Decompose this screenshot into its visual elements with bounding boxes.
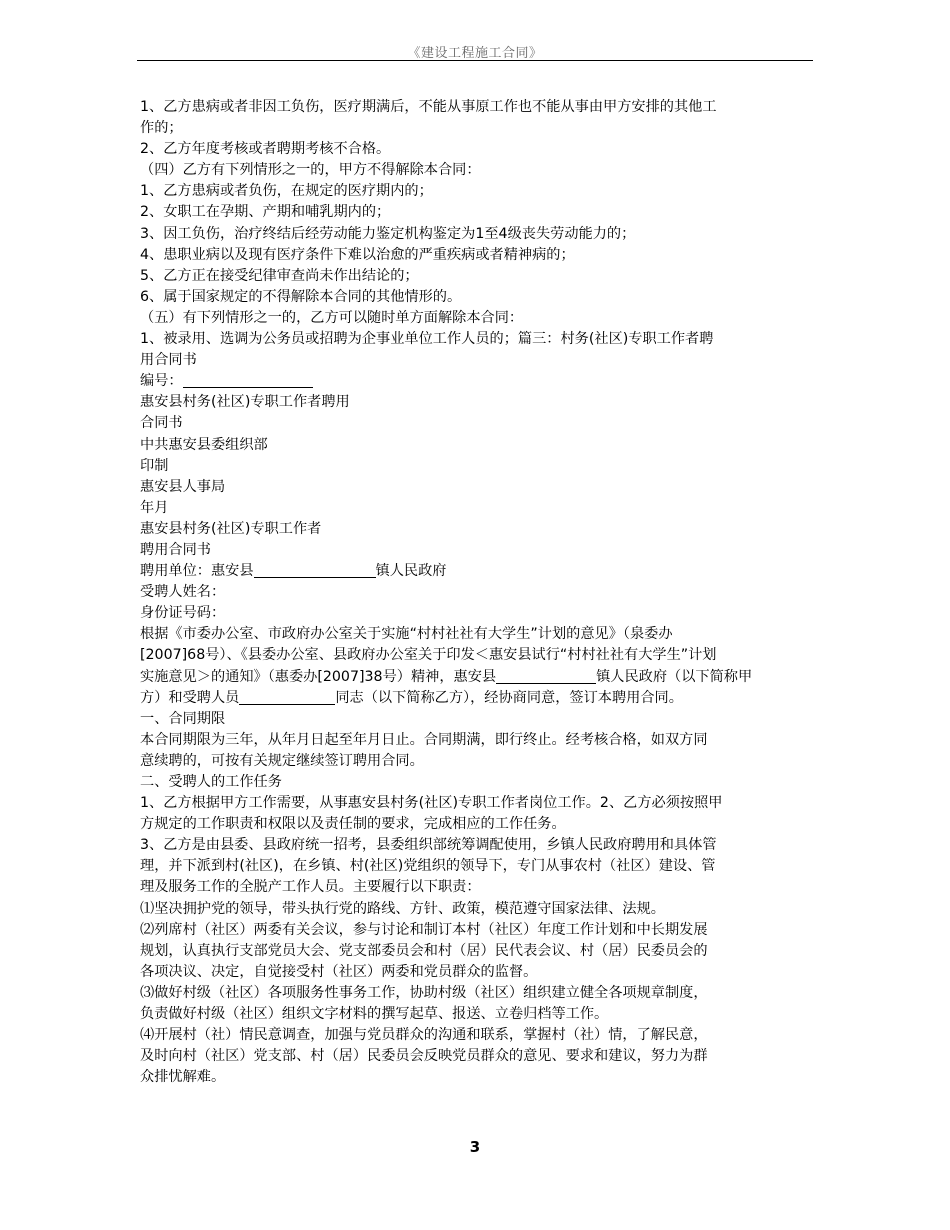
text-line — [140, 962, 812, 983]
text-line — [140, 582, 812, 603]
line-text-after-blank: 镇人民政府 — [375, 563, 447, 580]
text-line — [140, 329, 812, 350]
fill-in-blank — [254, 561, 376, 578]
line-text: ⑷开展村（社）情民意调查，加强与党员群众的沟通和联系，掌握村（社）情，了解民意， — [140, 1027, 708, 1044]
line-text: 3、因工负伤，治疗终结后经劳动能力鉴定机构鉴定为1至4级丧失劳动能力的； — [140, 225, 636, 242]
line-text: 6、属于国家规定的不得解除本合同的其他情形的。 — [140, 288, 462, 305]
text-line — [140, 877, 812, 898]
text-line — [140, 941, 812, 962]
text-line — [140, 139, 812, 160]
text-line — [140, 519, 812, 540]
line-text: 年月 — [140, 499, 169, 516]
text-line — [140, 1025, 812, 1046]
text-line — [140, 435, 812, 456]
line-text-after-blank: 同志（以下简称乙方），经协商同意，签订本聘用合同。 — [335, 689, 683, 706]
line-text: 方）和受聘人员 — [140, 689, 240, 706]
line-text: 理及服务工作的全脱产工作人员。主要履行以下职责： — [140, 879, 481, 896]
line-text: 二、受聘人的工作任务 — [140, 774, 282, 790]
text-line — [140, 793, 812, 814]
text-line — [140, 835, 812, 856]
text-line — [140, 603, 812, 624]
line-text: 根据《市委办公室、市政府办公室关于实施“村村社社有大学生”计划的意见》（泉委办 — [140, 626, 673, 643]
text-line — [140, 540, 812, 561]
text-line — [140, 97, 812, 118]
text-line — [140, 751, 812, 772]
running-header: 《建设工程施工合同》 — [407, 46, 543, 61]
text-line — [140, 688, 812, 709]
text-line — [140, 899, 812, 920]
text-line — [140, 624, 812, 645]
line-text: 聘用合同书 — [140, 541, 211, 558]
text-line — [140, 772, 812, 793]
text-line — [140, 1067, 812, 1088]
line-text: 一、合同期限 — [140, 710, 226, 727]
text-line — [140, 477, 812, 498]
text-line — [140, 413, 812, 434]
line-text: 2、乙方年度考核或者聘期考核不合格。 — [140, 141, 391, 158]
text-line — [140, 814, 812, 835]
text-line — [140, 667, 812, 688]
line-text: 意续聘的，可按有关规定继续签订聘用合同。 — [140, 752, 424, 769]
page-number: 3 — [469, 1138, 481, 1156]
line-text: ⑶做好村级（社区）各项服务性事务工作，协助村级（社区）组织建立健全各项规章制度， — [140, 984, 708, 1001]
line-text: 2、女职工在孕期、产期和哺乳期内的； — [140, 204, 391, 221]
text-line — [140, 561, 812, 582]
line-text: 合同书 — [140, 415, 183, 432]
line-text: 身份证号码： — [140, 605, 226, 622]
text-line — [140, 498, 812, 519]
line-text-after-blank: 镇人民政府（以下简称甲 — [596, 668, 753, 685]
line-text: 惠安县村务(社区)专职工作者 — [140, 520, 322, 537]
text-line — [140, 308, 812, 329]
line-text: ⑴坚决拥护党的领导，带头执行党的路线、方针、政策，模范遵守国家法律、法规。 — [140, 900, 665, 917]
line-text: 1、乙方患病或者负伤，在规定的医疗期内的； — [140, 183, 433, 200]
line-text: 及时向村（社区）党支部、村（居）民委员会反映党员群众的意见、要求和建议，努力为群 — [140, 1048, 708, 1065]
text-line — [140, 181, 812, 202]
line-text: 1、乙方根据甲方工作需要，从事惠安县村务(社区)专职工作者岗位工作。2、乙方必须按照甲 — [140, 795, 723, 812]
line-text: 惠安县村务(社区)专职工作者聘用 — [140, 394, 350, 411]
line-text: 1、乙方患病或者非因工负伤，医疗期满后，不能从事原工作也不能从事由甲方安排的其他工 — [140, 99, 717, 115]
line-text: 编号： — [140, 373, 183, 390]
text-line — [140, 266, 812, 287]
text-line — [140, 920, 812, 941]
text-line — [140, 709, 812, 730]
fill-in-blank — [496, 667, 596, 684]
text-line — [140, 392, 812, 413]
text-line — [140, 371, 812, 392]
line-text: 理，并下派到村(社区)，在乡镇、村(社区)党组织的领导下，专门从事农村（社区）建设、管 — [140, 858, 716, 875]
line-text: 负责做好村级（社区）组织文字材料的撰写起草、报送、立卷归档等工作。 — [140, 1006, 609, 1023]
line-text: （五）有下列情形之一的，乙方可以随时单方面解除本合同： — [140, 309, 524, 326]
text-line — [140, 456, 812, 477]
text-line — [140, 856, 812, 877]
line-text: 聘用单位：惠安县 — [140, 563, 254, 580]
header-divider — [137, 60, 813, 61]
line-text: 本合同期限为三年，从年月日起至年月日止。合同期满，即行终止。经考核合格，如双方同 — [140, 731, 708, 748]
line-text: 1、被录用、选调为公务员或招聘为企事业单位工作人员的；篇三：村务(社区)专职工作者聘 — [140, 331, 714, 348]
line-text: 3、乙方是由县委、县政府统一招考，县委组织部统筹调配使用，乡镇人民政府聘用和具体管 — [140, 837, 717, 854]
text-line — [140, 202, 812, 223]
line-text: 各项决议、决定，自觉接受村（社区）两委和党员群众的监督。 — [140, 963, 538, 980]
fill-in-blank — [239, 688, 335, 705]
line-text: 印制 — [140, 457, 169, 474]
line-text: 4、患职业病以及现有医疗条件下难以治愈的严重疾病或者精神病的； — [140, 246, 575, 263]
line-text: 众排忧解难。 — [140, 1069, 226, 1086]
document-body — [140, 97, 812, 1088]
text-line — [140, 224, 812, 245]
text-line — [140, 160, 812, 181]
text-line — [140, 983, 812, 1004]
text-line — [140, 245, 812, 266]
line-text: 作的； — [140, 120, 183, 137]
line-text: ⑵列席村（社区）两委有关会议，参与讨论和制订本村（社区）年度工作计划和中长期发展 — [140, 921, 708, 938]
text-line — [140, 645, 812, 666]
text-line — [140, 1046, 812, 1067]
text-line — [140, 350, 812, 371]
line-text: （四）乙方有下列情形之一的，甲方不得解除本合同： — [140, 162, 481, 179]
line-text: 用合同书 — [140, 352, 197, 369]
fill-in-blank — [183, 371, 313, 388]
text-line — [140, 1004, 812, 1025]
line-text: 中共惠安县委组织部 — [140, 436, 268, 453]
text-line — [140, 287, 812, 308]
text-line — [140, 730, 812, 751]
line-text: 惠安县人事局 — [140, 478, 226, 495]
line-text: 5、乙方正在接受纪律审查尚未作出结论的； — [140, 267, 419, 284]
line-text: 规划，认真执行支部党员大会、党支部委员会和村（居）民代表会议、村（居）民委员会的 — [140, 942, 708, 959]
line-text: 实施意见＞的通知》（惠委办[2007]38号）精神，惠安县 — [140, 668, 497, 685]
line-text: 受聘人姓名： — [140, 584, 226, 601]
line-text: [2007]68号）、《县委办公室、县政府办公室关于印发＜惠安县试行“村村社社有大学生”计划 — [140, 647, 717, 664]
line-text: 方规定的工作职责和权限以及责任制的要求，完成相应的工作任务。 — [140, 816, 566, 833]
text-line — [140, 118, 812, 139]
